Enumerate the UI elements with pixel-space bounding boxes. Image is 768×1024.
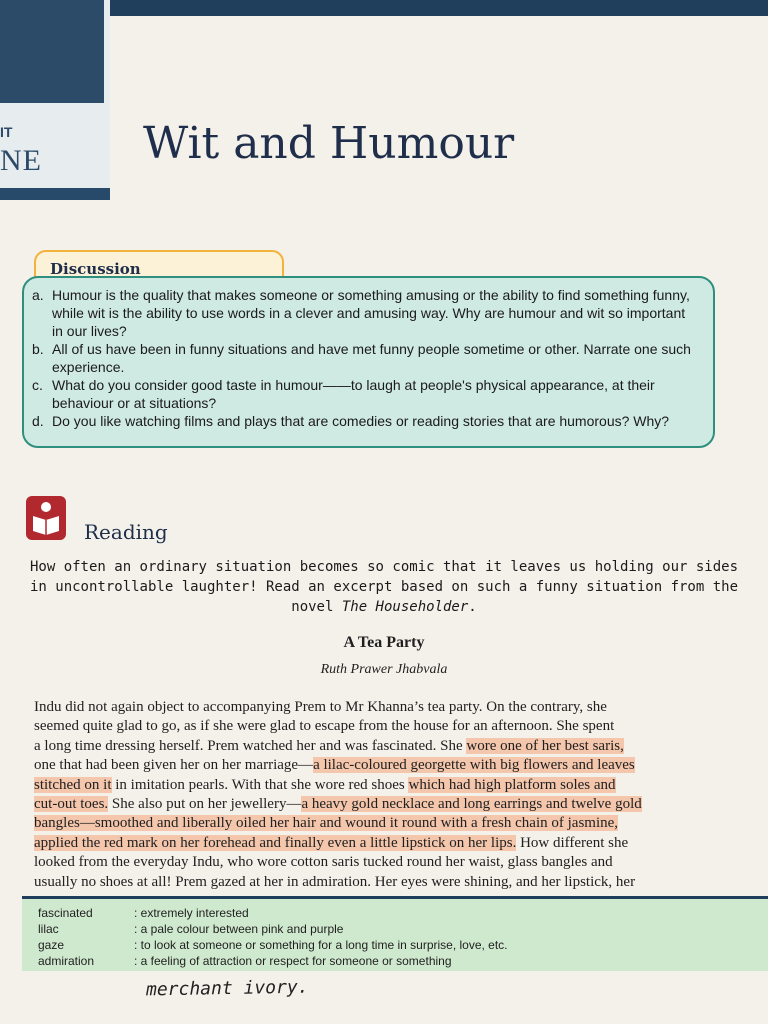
book-title: The Householder <box>341 599 469 615</box>
highlighted-text: a heavy gold necklace and long earrings and twelve gold <box>301 796 642 813</box>
discussion-item-text: Humour is the quality that makes someone or something amusing or the ability to find something funny, while wit is the ability to use words in a clever and amusing way. Why are humour and wit so important in our lives? <box>52 287 690 339</box>
reading-intro <box>24 557 744 617</box>
discussion-item-letter: c. <box>32 377 43 393</box>
discussion-item <box>32 412 699 430</box>
discussion-item-text: What do you consider good taste in humour——to laugh at people's physical appearance, at their behaviour or at situations? <box>52 377 655 411</box>
page-title: Wit and Humour <box>143 118 515 169</box>
reading-intro-end: . <box>468 599 477 615</box>
glossary-box <box>22 896 768 971</box>
unit-tab <box>0 0 110 200</box>
discussion-item-text: All of us have been in funny situations and have met funny people sometime or other. Narrate one such experience. <box>52 341 691 375</box>
glossary-word: admiration <box>38 954 95 968</box>
discussion-item <box>32 286 699 340</box>
story-line <box>34 853 724 872</box>
highlighted-text: which had high platform soles and <box>408 776 616 793</box>
glossary-row <box>38 953 768 969</box>
story-line <box>34 795 724 814</box>
discussion-item-letter: a. <box>32 287 44 303</box>
story-author: Ruth Prawer Jhabvala <box>320 662 448 677</box>
glossary-word: gaze <box>38 938 65 952</box>
highlighted-text: stitched on it <box>34 776 112 793</box>
story-text: looked from the everyday Indu, who wore cotton saris tucked round her waist, glass bangles and <box>34 854 613 871</box>
handwritten-note: merchant ivory. <box>145 976 309 1001</box>
story-line <box>34 834 724 853</box>
glossary-word: lilac <box>38 922 59 936</box>
reading-label: Reading <box>84 520 168 544</box>
story-line <box>34 756 724 775</box>
story-text: one that had been given her on her marriage— <box>34 757 314 774</box>
story-paragraph <box>34 698 724 892</box>
reading-intro-text: How often an ordinary situation becomes so comic that it leaves us holding our sides in uncontrollable laughter! Read an excerpt based on such a funny situation from the novel <box>29 559 738 615</box>
story-line <box>34 814 724 833</box>
story-text: She also put on her jewellery— <box>108 796 302 813</box>
unit-tab-dark <box>0 0 104 103</box>
story-title: A Tea Party <box>343 634 425 651</box>
story-line <box>34 698 724 717</box>
story-text: How different she <box>516 834 629 851</box>
highlighted-text: cut-out toes. <box>34 796 109 813</box>
glossary-word: fascinated <box>38 906 93 920</box>
highlighted-text: a lilac-coloured georgette with big flowers and leaves <box>313 757 635 774</box>
glossary-definition: : a feeling of attraction or respect for someone or something <box>134 954 452 968</box>
story-text: usually no shoes at all! Prem gazed at her in admiration. Her eyes were shining, and her lipstick, her <box>34 873 636 890</box>
story-line <box>34 737 724 756</box>
unit-label-word: NE <box>0 144 42 177</box>
story-text: in imitation pearls. With that she wore red shoes <box>111 776 409 793</box>
story-line <box>34 873 724 892</box>
story-text: seemed quite glad to go, as if she were glad to escape from the house for an afternoon. She spent <box>34 718 615 735</box>
top-band <box>0 0 768 16</box>
discussion-item-letter: d. <box>32 413 44 429</box>
glossary-row <box>38 921 768 937</box>
story-text: a long time dressing herself. Prem watched her and was fascinated. She <box>34 737 467 754</box>
story-line <box>34 717 724 736</box>
glossary-row <box>38 905 768 921</box>
glossary-definition: : extremely interested <box>134 906 249 920</box>
highlighted-text: wore one of her best saris, <box>466 737 624 754</box>
discussion-box <box>22 276 715 448</box>
discussion-item <box>32 376 699 412</box>
glossary-definition: : a pale colour between pink and purple <box>134 922 344 936</box>
story-text: Indu did not again object to accompanying Prem to Mr Khanna’s tea party. On the contrary, she <box>34 699 607 715</box>
book-reader-icon <box>26 496 66 540</box>
glossary-row <box>38 937 768 953</box>
glossary-definition: : to look at someone or something for a long time in surprise, love, etc. <box>134 938 508 952</box>
story-line <box>34 776 724 795</box>
discussion-item-text: Do you like watching films and plays that are comedies or reading stories that are humorous? Why? <box>52 413 670 429</box>
highlighted-text: bangles—smoothed and liberally oiled her hair and wound it round with a fresh chain of jasmine, <box>34 815 619 832</box>
discussion-item <box>32 340 699 376</box>
highlighted-text: applied the red mark on her forehead and finally even a little lipstick on her lips. <box>34 834 517 851</box>
discussion-item-letter: b. <box>32 341 44 357</box>
unit-tab-strip <box>0 188 110 200</box>
discussion-label: Discussion <box>50 260 141 278</box>
unit-label-small: IT <box>0 124 13 140</box>
